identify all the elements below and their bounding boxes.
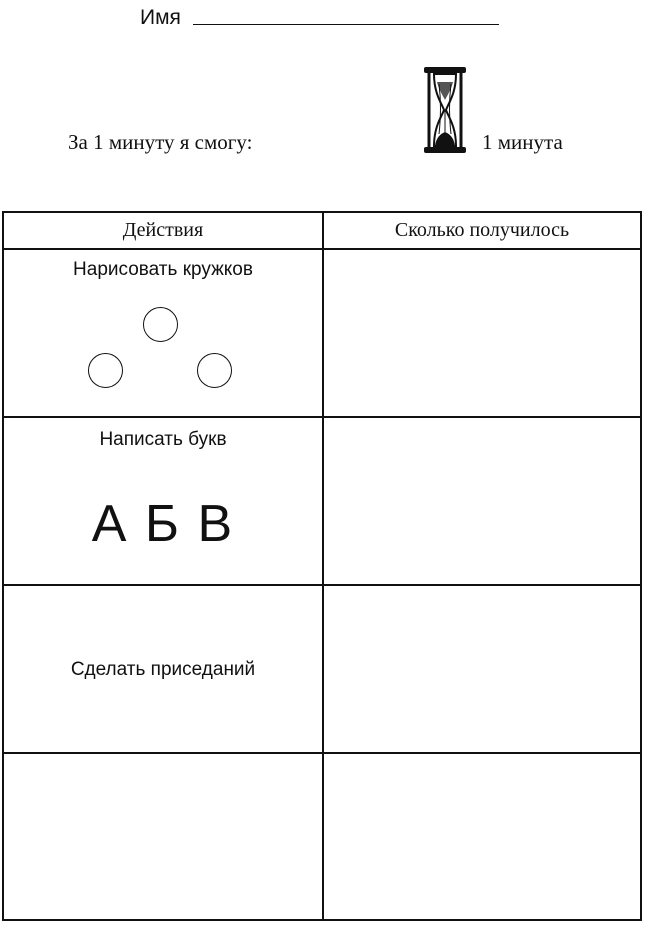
result-cell[interactable] xyxy=(324,754,640,919)
task-label: Сделать приседаний xyxy=(70,659,256,680)
circle-example xyxy=(88,353,123,388)
column-header: Действия xyxy=(122,219,204,241)
result-cell[interactable] xyxy=(324,418,640,584)
name-field xyxy=(140,0,499,30)
letters-example: А Б В xyxy=(91,495,235,553)
table-row xyxy=(4,418,640,586)
activity-table xyxy=(2,211,642,921)
result-cell[interactable] xyxy=(324,586,640,752)
task-cell[interactable] xyxy=(4,754,324,919)
task-cell xyxy=(4,250,324,416)
task-label: Написать букв xyxy=(99,429,227,450)
intro-prompt: За 1 минуту я смогу: xyxy=(68,130,253,154)
table-header xyxy=(4,213,640,250)
header-cell-actions xyxy=(4,213,324,248)
task-cell xyxy=(4,586,324,752)
table-row xyxy=(4,754,640,919)
name-label: Имя xyxy=(140,6,181,29)
table-row xyxy=(4,586,640,754)
name-blank-line[interactable] xyxy=(193,24,499,25)
table-row xyxy=(4,250,640,418)
column-header: Сколько получилось xyxy=(394,219,570,241)
task-label: Нарисовать кружков xyxy=(73,259,253,280)
circle-example xyxy=(143,307,178,342)
header-cell-results xyxy=(324,213,640,248)
result-cell[interactable] xyxy=(324,250,640,416)
circle-example xyxy=(197,353,232,388)
task-cell xyxy=(4,418,324,584)
duration-label: 1 минута xyxy=(482,130,563,154)
hourglass-icon xyxy=(420,64,470,156)
